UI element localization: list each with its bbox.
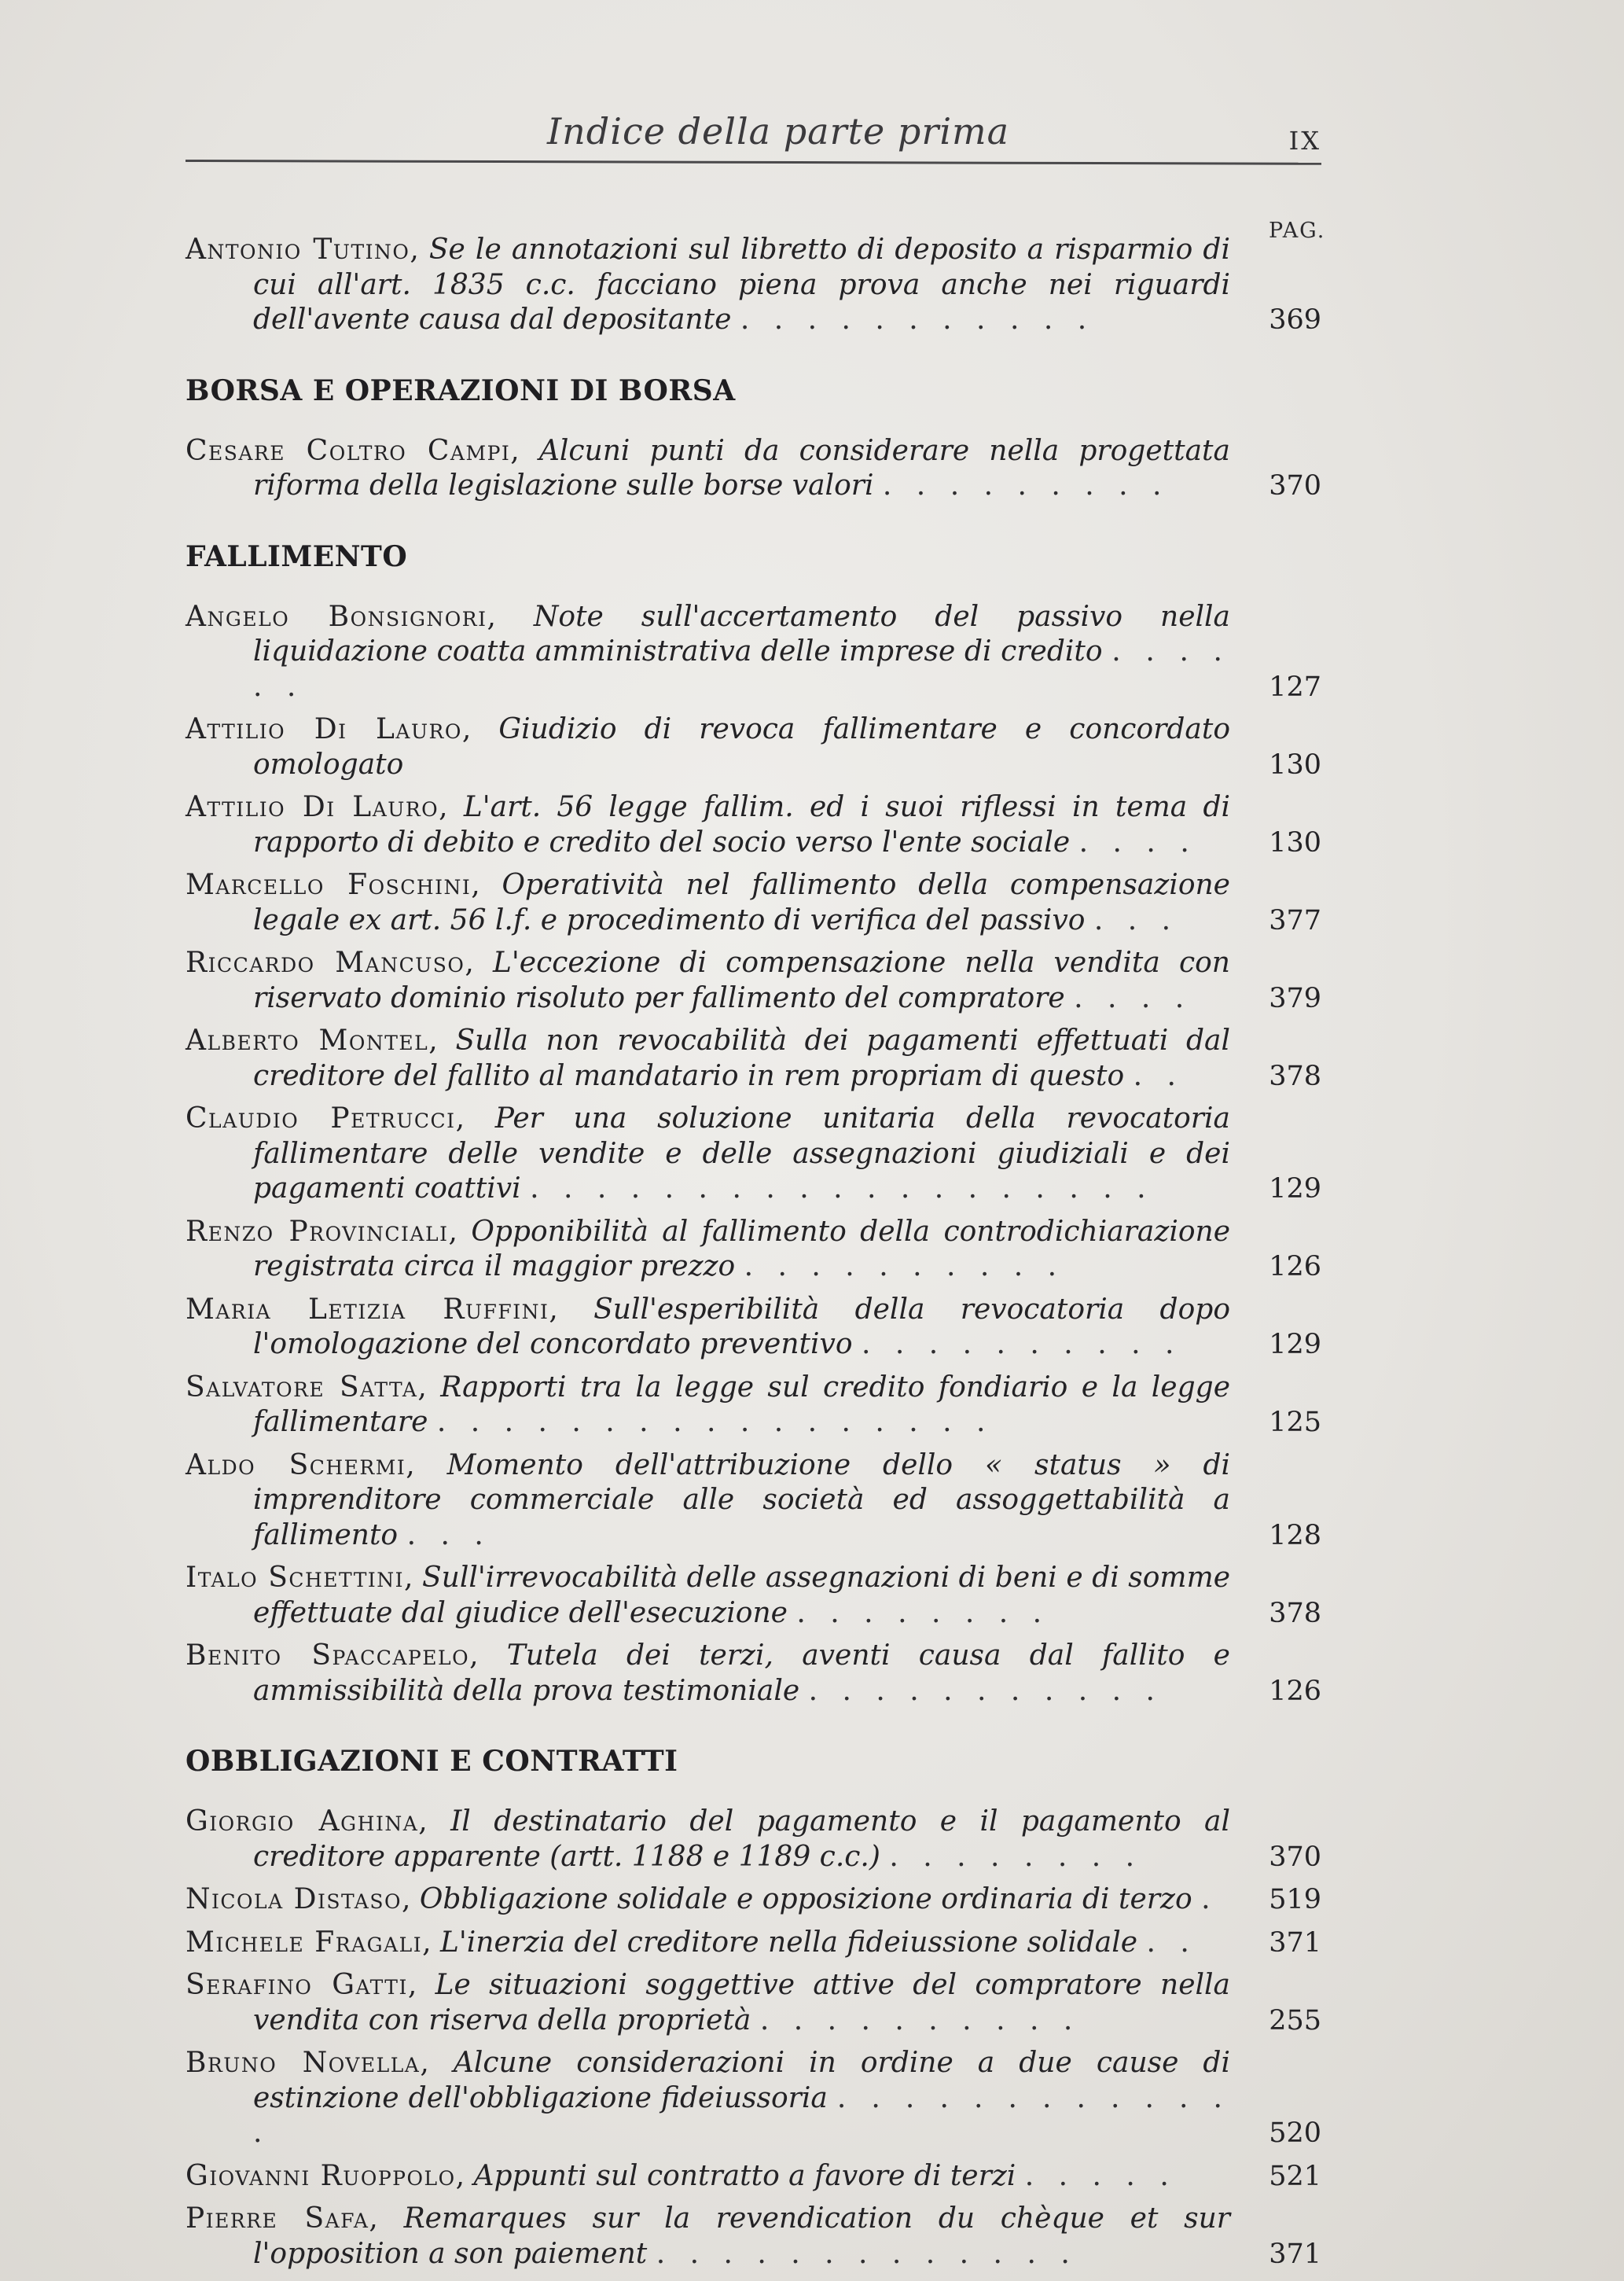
leader-dots: . . . . . . . . [889,1840,1143,1873]
index-entry: Marcello Foschini, Operatività nel fallimento della compensazione legale ex art. 56 l.f. e procedimento di verifica del passivo . . . 377 [186,868,1321,938]
entry-page: 128 [1269,1519,1321,1551]
entry-title: Sull'esperibilità della revocatoria dopo l'omologazione del concordato preventivo [253,1293,1230,1360]
leader-dots: . . . . . . . . . . [759,2003,1081,2036]
entry-author: Serafino Gatti [186,1969,408,2001]
entry-title: Remarques sur la revendication du chèque et sur l'opposition a son paiement [253,2202,1230,2270]
entry-title: Note sull'accertamento del passivo nella liquidazione coatta amministrativa delle imprese di credito [253,600,1230,668]
entry-page: 130 [1269,826,1321,859]
index-entry: Italo Schettini, Sull'irrevocabilità delle assegnazioni di beni e di somme effettuate dal giudice dell'esecuzione . . . . . . . . 378 [186,1561,1321,1631]
index-entry: Antonio Tutino, Se le annotazioni sul libretto di deposito a risparmio di cui all'art. 1835 c.c. facciano piena prova anche nei riguardi dell'avente causa dal depositante . . . . . . . . . . . 369 [186,233,1321,338]
section-heading: FALLIMENTO [186,539,408,573]
index-entry: Cesare Coltro Campi, Alcuni punti da considerare nella progettata riforma della legislazione sulle borse valori . . . . . . . . . 370 [186,434,1321,504]
leader-dots: . . . . [1078,826,1197,859]
entry-title: Operatività nel fallimento della compensazione legale ex art. 56 l.f. e procedimento di verifica del passivo [253,869,1230,936]
entry-page: 255 [1269,2004,1321,2036]
index-entry: Giovanni Ruoppolo, Appunti sul contratto a favore di terzi . . . . . 521 [186,2159,1321,2195]
entry-author: Antonio Tutino [186,234,410,266]
index-entry: Attilio Di Lauro, Giudizio di revoca fallimentare e concordato omologato 130 [186,712,1321,782]
entry-author: Pierre Safa [186,2202,369,2235]
index-entry: Salvatore Satta, Rapporti tra la legge sul credito fondiario e la legge fallimentare . . . . . . . . . . . . . . . . . 125 [186,1370,1321,1440]
index-sections [186,374,1321,2272]
entry-page: 377 [1269,904,1321,936]
entry-title: Alcune considerazioni in ordine a due cause di estinzione dell'obbligazione fideiussoria [253,2047,1230,2114]
pag-label: PAG. [1269,219,1326,243]
leader-dots: . . . . . . . . . . . [740,304,1095,336]
entry-author: Riccardo Mancuso [186,947,465,979]
entry-author: Giorgio Aghina [186,1805,419,1838]
index-entry: Pierre Safa, Remarques sur la revendication du chèque et sur l'opposition a son paiement . . . . . . . . . . . . . 371 [186,2202,1321,2272]
entry-author: Benito Spaccapelo [186,1639,470,1672]
entry-page: 371 [1269,1926,1321,1959]
entry-author: Alberto Montel [186,1025,429,1057]
leader-dots: . . . . . . . . . . . . . [253,2081,1231,2149]
entry-author: Cesare Coltro Campi [186,434,511,467]
index-content [186,233,1321,2279]
index-entry: Riccardo Mancuso, L'eccezione di compensazione nella vendita con riservato dominio risoluto per fallimento del compratore . . . . 379 [186,946,1321,1016]
index-entry: Attilio Di Lauro, L'art. 56 legge fallim. ed i suoi riflessi in tema di rapporto di debito e credito del socio verso l'ente sociale . . . . 130 [186,790,1321,860]
entry-title: Le situazioni soggettive attive del compratore nella vendita con riserva della proprietà [253,1969,1230,2036]
entry-author: Attilio Di Lauro [186,713,462,745]
index-entry: Bruno Novella, Alcune considerazioni in ordine a due cause di estinzione dell'obbligazione fideiussoria . . . . . . . . . . . . . 520 [186,2046,1321,2151]
entry-author: Italo Schettini [186,1562,404,1594]
index-entry: Aldo Schermi, Momento dell'attribuzione dello « status » di imprenditore commerciale alle società ed assoggettabilità a fallimento . . . 128 [186,1448,1321,1554]
leader-dots: . . . . [1074,981,1192,1014]
entry-page: 370 [1269,470,1321,502]
entry-title: Sull'irrevocabilità delle assegnazioni di beni e di somme effettuate dal giudice dell'esecuzione [253,1562,1231,1629]
entry-title: Il destinatario del pagamento e il pagamento al creditore apparente (artt. 1188 e 1189 c.c.) [253,1805,1230,1873]
index-entry: Nicola Distaso, Obbligazione solidale e opposizione ordinaria di terzo . 519 [186,1882,1321,1918]
entry-author: Marcello Foschini [186,869,472,901]
section-heading: BORSA E OPERAZIONI DI BORSA [186,373,736,407]
index-entry: Serafino Gatti, Le situazioni soggettive attive del compratore nella vendita con riserva della proprietà . . . . . . . . . . 255 [186,1968,1321,2038]
leader-dots: . . . . . . . . . . [861,1328,1182,1360]
leader-dots: . . [1133,1059,1184,1092]
header-rule [186,160,1321,165]
entry-title: Obbligazione solidale e opposizione ordinaria di terzo [419,1883,1192,1915]
entry-page: 521 [1269,2160,1321,2192]
leader-dots: . [1201,1883,1218,1915]
index-entry: Benito Spaccapelo, Tutela dei terzi, aventi causa dal fallito e ammissibilità della prova testimoniale . . . . . . . . . . . 126 [186,1639,1321,1709]
entry-author: Salvatore Satta [186,1370,418,1404]
entry-page: 129 [1269,1329,1321,1360]
entry-title: Rapporti tra la legge sul credito fondiario e la legge fallimentare [253,1370,1231,1438]
page-folio: IX [1288,126,1321,156]
entry-title: Sulla non revocabilità dei pagamenti effettuati dal creditore del fallito al mandatario in rem propriam di questo [253,1025,1230,1092]
leader-dots: . . . . . . [253,635,1230,703]
entry-page: 378 [1269,1597,1321,1629]
leader-dots: . . . . . . . . . . . . . . . . . [436,1406,994,1438]
entry-author: Bruno Novella [186,2047,421,2079]
section-heading: OBBLIGAZIONI E CONTRATTI [186,1745,678,1778]
entry-author: Claudio Petrucci [186,1102,456,1135]
leader-dots: . . . . . . . . . . . . . [656,2237,1078,2270]
leader-dots: . . . . . [1024,2159,1177,2192]
entry-page: 378 [1269,1060,1321,1092]
leader-dots: . . . . . . . . . . [744,1250,1065,1282]
entry-author: Renzo Provinciali [186,1215,449,1248]
entry-title: Appunti sul contratto a favore di terzi [473,2159,1016,2192]
index-entry: Michele Fragali, L'inerzia del creditore nella fideiussione solidale . . 371 [186,1926,1321,1961]
entry-page: 126 [1269,1251,1321,1282]
leader-dots: . . . . . . . . . . . . . . . . . . . [530,1172,1154,1205]
entry-title: Per una soluzione unitaria della revocatoria fallimentare delle vendite e delle assegnazioni giudiziali e dei pagamenti coattivi [253,1102,1230,1205]
index-entry: Maria Letizia Ruffini, Sull'esperibilità della revocatoria dopo l'omologazione del concordato preventivo . . . . . . . . . . 129 [186,1293,1321,1363]
entry-page: 370 [1269,1841,1321,1873]
index-entry: Angelo Bonsignori, Note sull'accertamento del passivo nella liquidazione coatta amministrativa delle imprese di credito . . . . . . 127 [186,600,1321,705]
entry-author: Maria Letizia Ruffini [186,1293,549,1326]
entry-title: Opponibilità al fallimento della controdichiarazione registrata circa il maggior prezzo [253,1215,1231,1282]
entry-title: Giudizio di revoca fallimentare e concordato omologato [253,713,1230,781]
entry-author: Giovanni Ruoppolo [186,2159,456,2192]
running-head [186,110,1321,157]
index-entry: Renzo Provinciali, Opponibilità al fallimento della controdichiarazione registrata circa il maggior prezzo . . . . . . . . . . 126 [186,1215,1321,1285]
entry-page: 125 [1269,1407,1321,1438]
leader-dots: . . . [1093,903,1179,936]
entry-page: 369 [1269,304,1321,336]
entry-title: L'art. 56 legge fallim. ed i suoi riflessi in tema di rapporto di debito e credito del socio verso l'ente sociale [253,791,1230,859]
entry-page: 520 [1269,2117,1321,2149]
entry-page: 126 [1269,1675,1321,1707]
entry-title: Alcuni punti da considerare nella progettata riforma della legislazione sulle borse valori [253,434,1230,502]
entry-author: Aldo Schermi [186,1448,406,1481]
index-entry: Alberto Montel, Sulla non revocabilità dei pagamenti effettuati dal creditore del fallito al mandatario in rem propriam di questo . . 378 [186,1024,1321,1094]
leader-dots: . . [1146,1926,1197,1959]
entry-page: 379 [1269,982,1321,1014]
running-title: Indice della parte prima [547,110,1010,153]
leader-dots: . . . . . . . . . . . [808,1674,1163,1707]
entry-author: Michele Fragali [186,1926,423,1959]
index-entry: Giorgio Aghina, Il destinatario del pagamento e il pagamento al creditore apparente (artt. 1188 e 1189 c.c.) . . . . . . . . 370 [186,1805,1321,1874]
entry-page: 130 [1269,749,1321,781]
leader-dots: . . . [406,1518,491,1551]
leader-dots: . . . . . . . . . [882,469,1170,502]
entry-title: Momento dell'attribuzione dello « status » di imprenditore commerciale alle società ed assoggettabilità a fallimento [253,1448,1230,1551]
entry-author: Angelo Bonsignori [186,600,487,633]
entry-page: 129 [1269,1173,1321,1205]
entry-page: 519 [1269,1884,1321,1915]
entry-page: 127 [1269,671,1321,703]
index-entry: Claudio Petrucci, Per una soluzione unitaria della revocatoria fallimentare delle vendite e delle assegnazioni giudiziali e dei pagamenti coattivi . . . . . . . . . . . . . . . . . . . 129 [186,1102,1321,1207]
entry-author: Nicola Distaso [186,1883,402,1915]
entry-title: Se le annotazioni sul libretto di deposito a risparmio di cui all'art. 1835 c.c. facciano piena prova anche nei riguardi dell'avente causa dal depositante [253,234,1230,336]
entry-title: Tutela dei terzi, aventi causa dal fallito e ammissibilità della prova testimoniale [253,1639,1230,1707]
leader-dots: . . . . . . . . [796,1596,1050,1629]
entry-title: L'eccezione di compensazione nella vendita con riservato dominio risoluto per fallimento del compratore [253,947,1230,1014]
entry-title: L'inerzia del creditore nella fideiussione solidale [439,1926,1138,1959]
entry-page: 371 [1269,2238,1321,2270]
entry-author: Attilio Di Lauro [186,791,439,823]
